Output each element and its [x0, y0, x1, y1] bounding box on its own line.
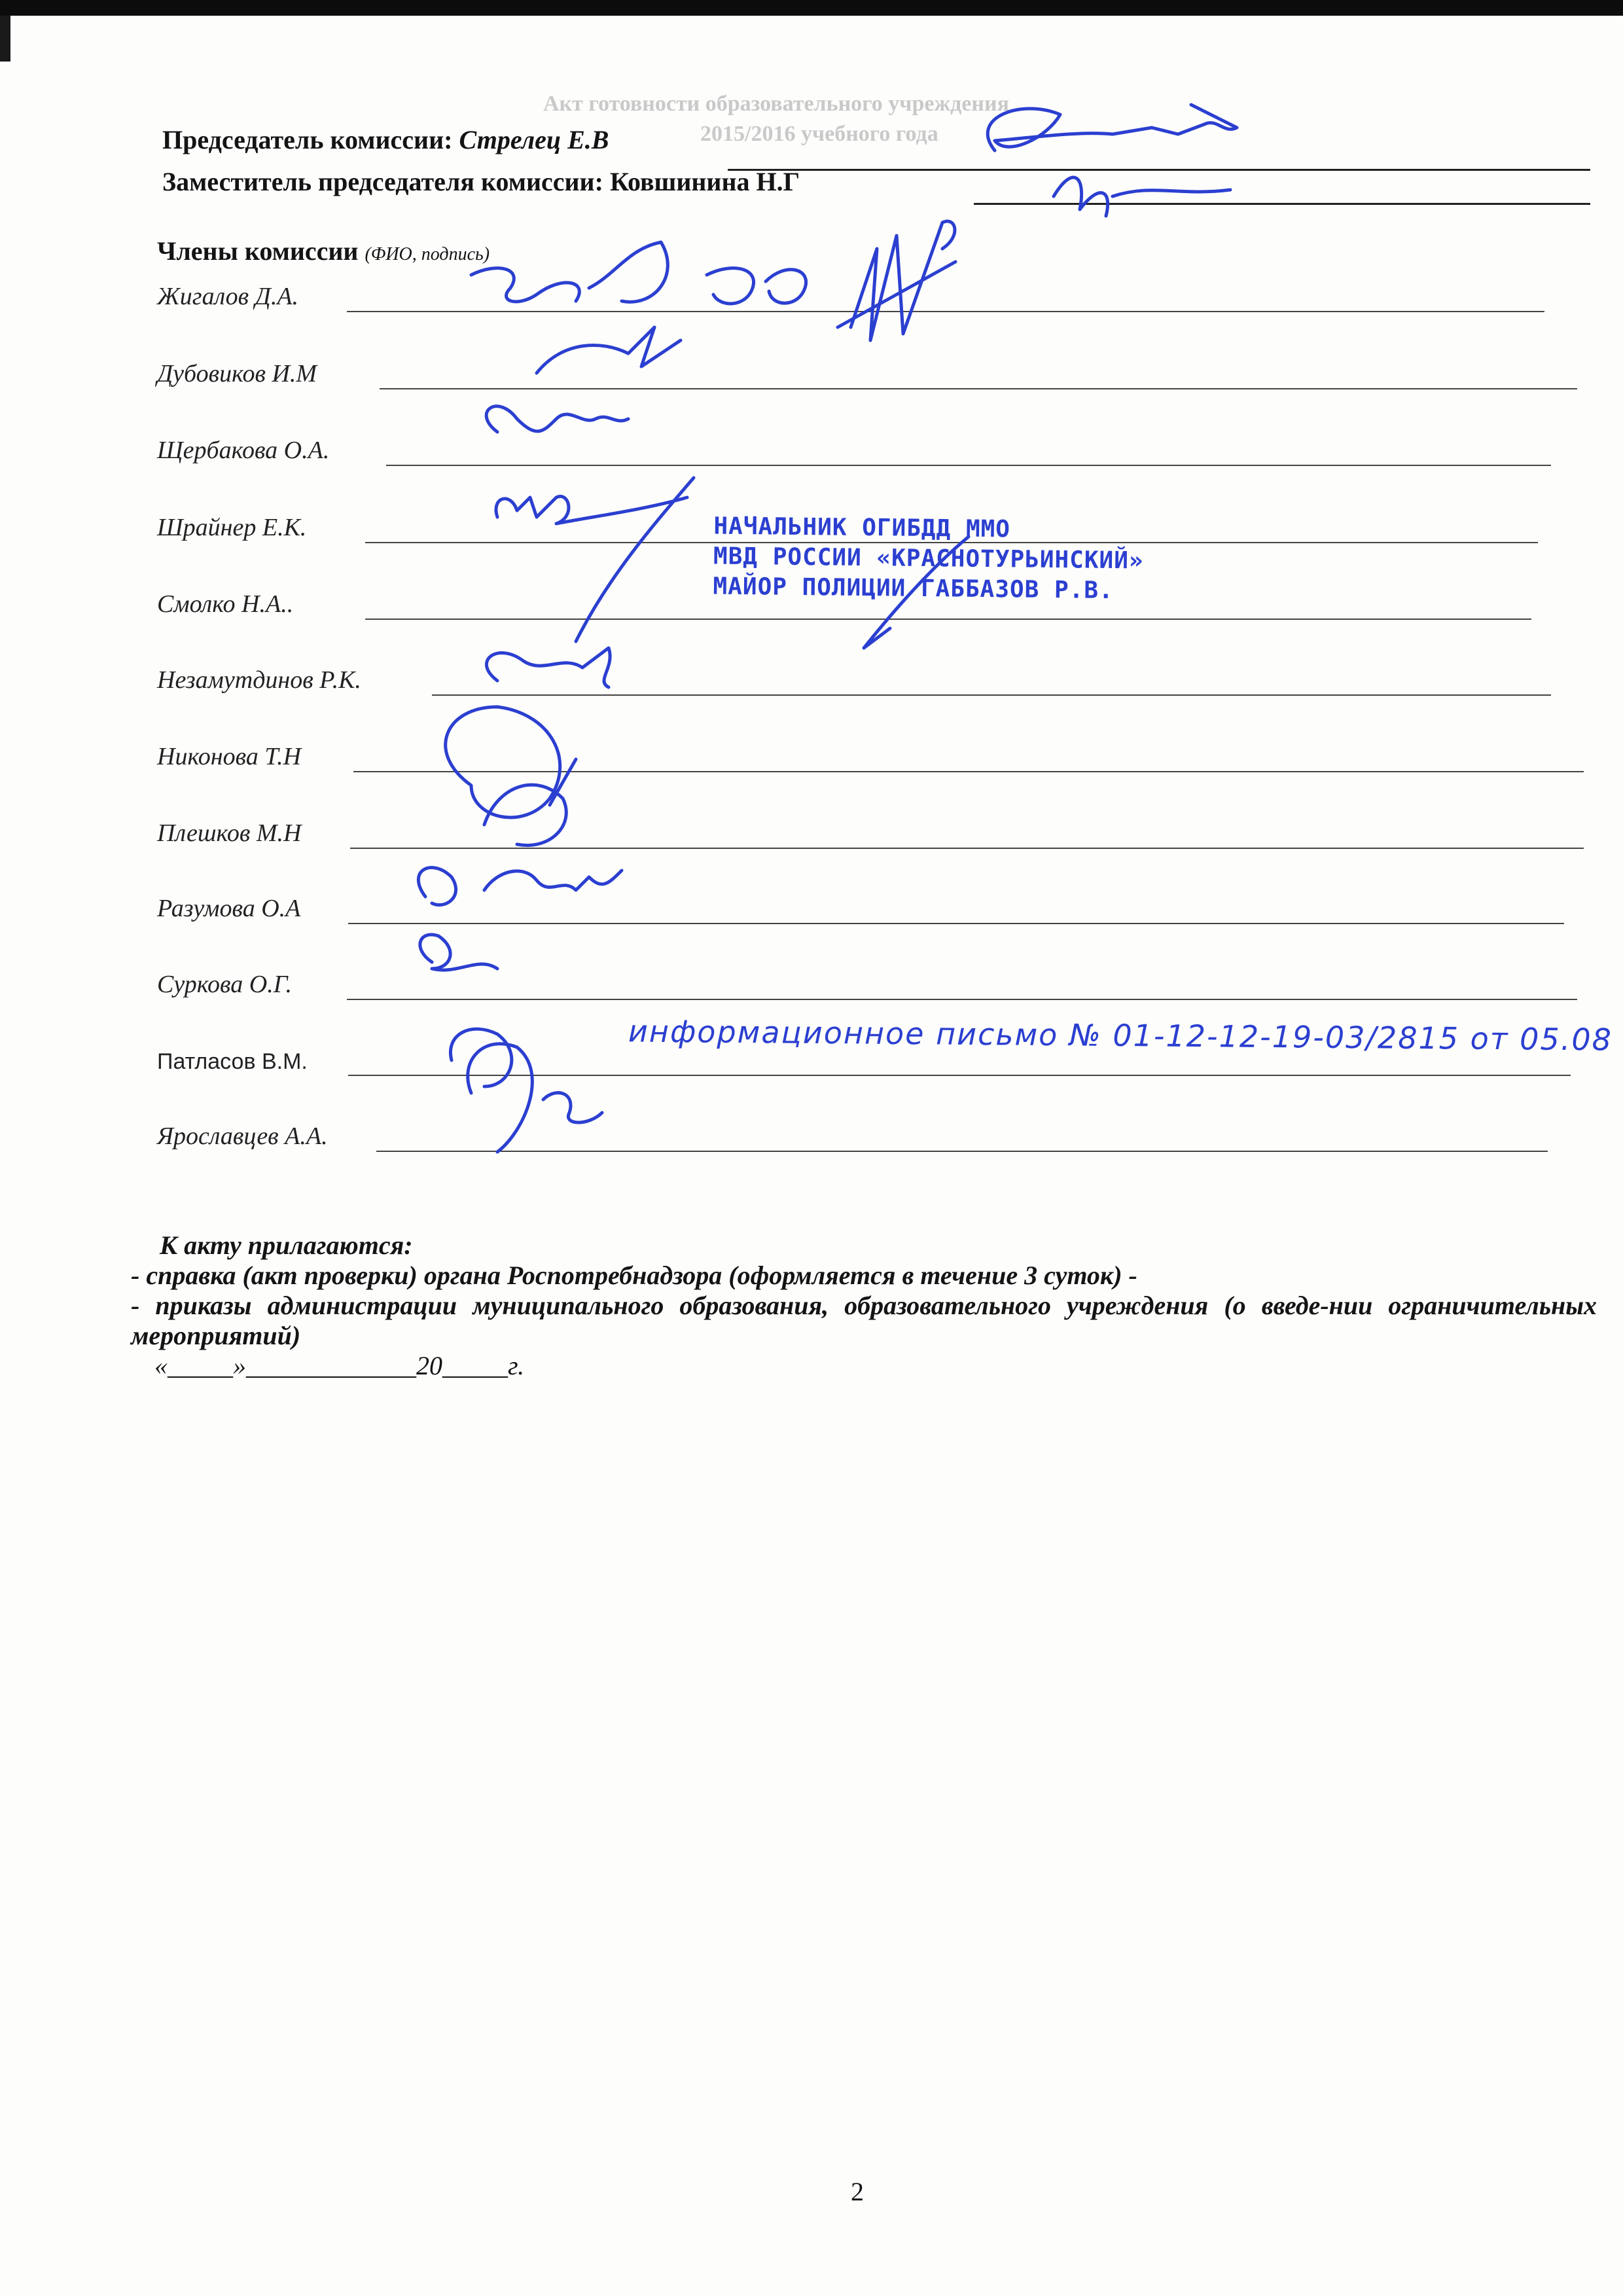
page-number: 2: [851, 2177, 864, 2206]
attachments-section: [131, 1230, 1597, 1381]
official-stamp: [713, 512, 1144, 607]
attachment-date: «_____»_____________20_____г.: [154, 1351, 525, 1380]
member-name: Ярославцев А.А.: [157, 1122, 328, 1150]
member-signature-line: [380, 388, 1577, 389]
member-signature-line: [432, 694, 1551, 696]
member-signature-line: [353, 771, 1584, 772]
ghost-header-year: 2015/2016 учебного года: [700, 122, 938, 146]
deputy-label: Заместитель председателя комиссии:: [162, 167, 603, 196]
chairman-signature: [988, 105, 1237, 151]
scan-top-border: [0, 0, 1623, 16]
member-name: Никонова Т.Н: [157, 743, 302, 770]
member-signature-line: [347, 311, 1544, 312]
member-name: Разумова О.А: [157, 895, 301, 922]
member-row: [157, 891, 1564, 924]
chairman-label: Председатель комиссии:: [162, 125, 453, 154]
member-name: Шрайнер Е.К.: [157, 514, 307, 541]
deputy-signature-line: [974, 203, 1590, 205]
member-row: [157, 1119, 1548, 1152]
member-name: Незамутдинов Р.К.: [157, 666, 361, 694]
member-signature-line: [348, 1075, 1571, 1076]
member-name: Плешков М.Н: [157, 819, 302, 847]
deputy-name: Ковшинина Н.Г: [609, 167, 800, 196]
member-signature-line: [348, 923, 1564, 924]
member-name: Смолко Н.А..: [157, 590, 294, 618]
member-signature-line: [350, 848, 1584, 849]
member-row: [157, 433, 1551, 466]
deputy-row: [162, 166, 800, 197]
members-title-text: Члены комиссии: [157, 236, 359, 266]
chairman-row: [162, 124, 609, 155]
attachment-item-1: - справка (акт проверки) органа Роспотребнадзора (оформляется в течение 3 суток) -: [131, 1261, 1137, 1290]
members-note: (ФИО, подпись): [365, 244, 490, 264]
surkova-signature: [420, 935, 497, 970]
member-row: [157, 967, 1577, 1000]
chairman-signature-line: [728, 169, 1590, 171]
stamp-line-3: МАЙОР ПОЛИЦИИ ГАББАЗОВ Р.В.: [713, 573, 1114, 604]
member-signature-line: [347, 999, 1577, 1000]
member-signature-line: [376, 1151, 1548, 1152]
attachment-item-2: - приказы администрации муниципального образования, образовательного учреждения (о введе-нии ограничительных мероприятий): [131, 1291, 1597, 1350]
member-row: [157, 663, 1551, 696]
member-name: Жигалов Д.А.: [157, 283, 299, 310]
member-name: Дубовиков И.М: [157, 360, 317, 387]
chairman-name: Стрелец Е.В: [459, 125, 609, 154]
member-signature-line: [386, 465, 1551, 466]
members-title: [157, 236, 490, 266]
member-signature-line: [365, 619, 1531, 620]
member-row: [157, 357, 1577, 389]
member-row: [157, 740, 1584, 772]
member-row: [157, 816, 1584, 849]
stamp-line-2: МВД РОССИИ «КРАСНОТУРЬИНСКИЙ»: [713, 543, 1144, 575]
member-name: Патласов В.М.: [157, 1049, 308, 1074]
member-row: [157, 279, 1544, 312]
member-name: Суркова О.Г.: [157, 971, 292, 998]
stamp-line-1: НАЧАЛЬНИК ОГИБДД ММО: [713, 512, 1011, 543]
handwritten-note: информационное письмо № 01-12-12-19-03/2815 от 05.08: [628, 1013, 1613, 1058]
scherbakova-signature: [486, 406, 628, 432]
attachments-title: К акту прилагаются:: [160, 1230, 413, 1260]
ghost-header-title: Акт готовности образовательного учреждения: [543, 92, 1009, 116]
scan-left-mark: [0, 16, 10, 62]
deputy-signature: [1054, 177, 1230, 216]
member-name: Щербакова О.А.: [157, 437, 330, 464]
